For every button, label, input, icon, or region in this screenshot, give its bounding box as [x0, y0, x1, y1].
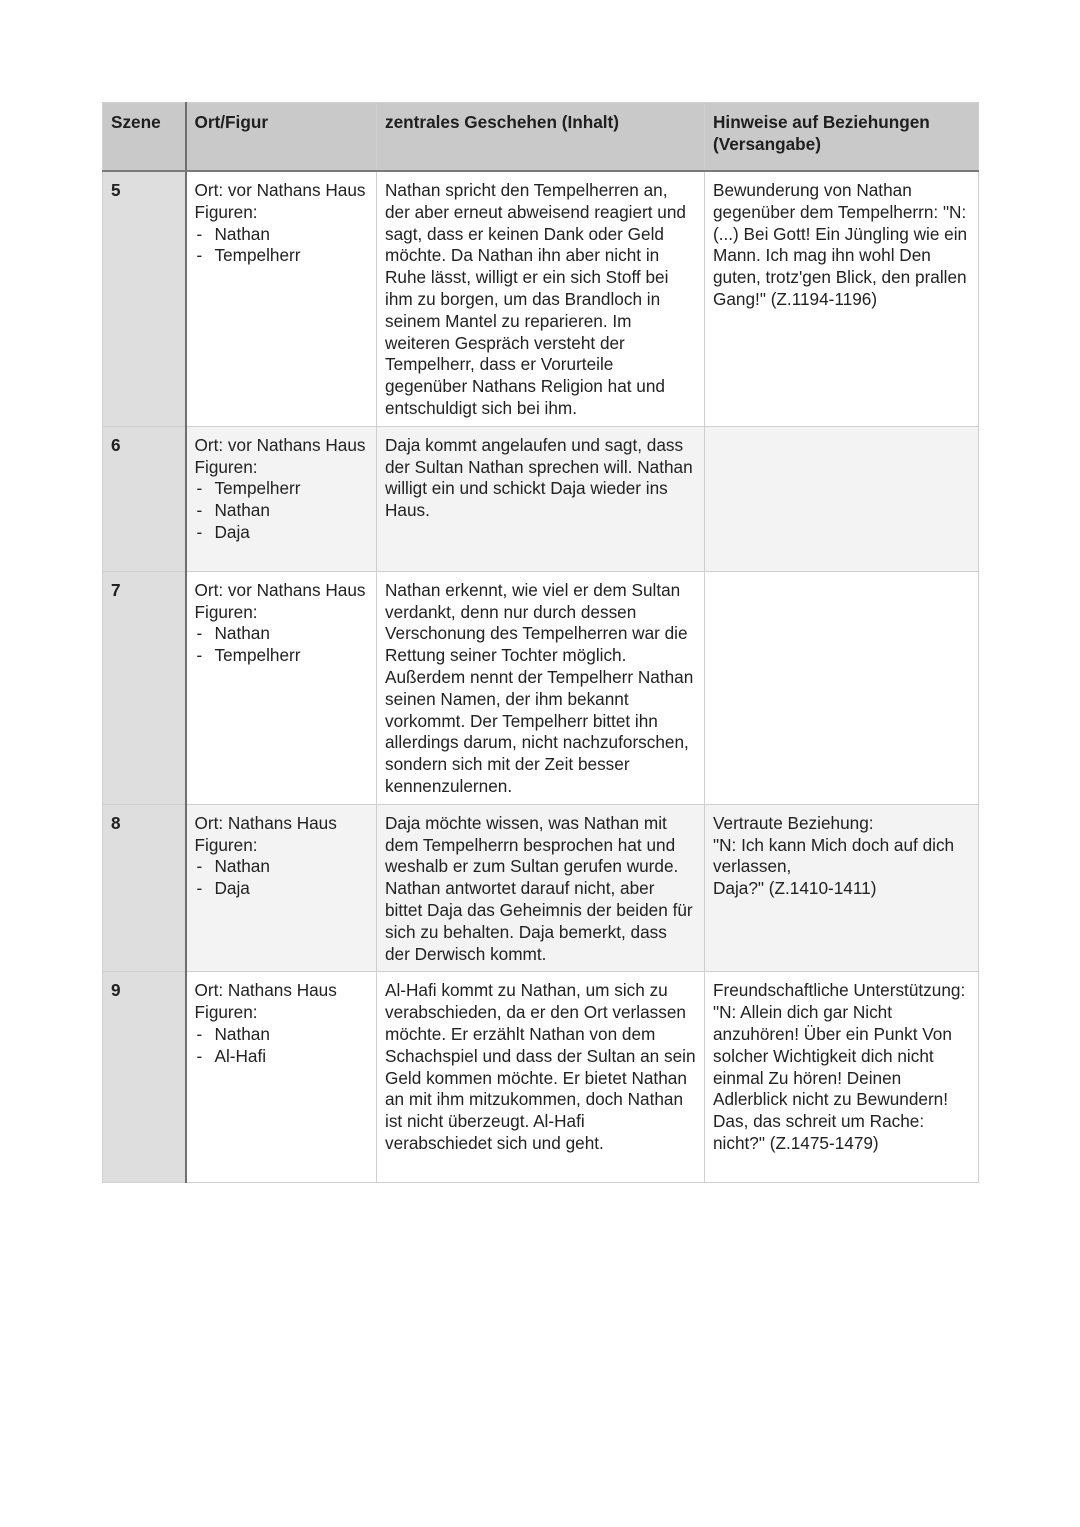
figuren-list [195, 856, 369, 900]
hinweise-line: Daja?" (Z.1410-1411) [713, 878, 877, 899]
table-row [103, 571, 979, 804]
figuren-list [195, 623, 369, 667]
geschehen-cell: Daja möchte wissen, was Nathan mit dem Tempelherrn besprochen hat und weshalb er zum Sultan gerufen wurde. Nathan antwortet darauf nicht, aber bittet Daja das Geheimnis der beiden für sich zu behalten. Daja bemerkt, dass der Derwisch kommt. [377, 804, 705, 972]
geschehen-cell: Daja kommt angelaufen und sagt, dass der Sultan Nathan sprechen will. Nathan willigt ein und schickt Daja wieder ins Haus. [377, 426, 705, 571]
ort-text: Ort: vor Nathans Haus [194, 434, 366, 455]
header-hinweise: Hinweise auf Beziehungen (Versangabe) [705, 103, 979, 172]
list-item: - Al-Hafi [195, 1046, 369, 1068]
hinweise-cell [705, 571, 979, 804]
geschehen-cell: Nathan erkennt, wie viel er dem Sultan verdankt, denn nur durch dessen Verschonung des Tempelherren war die Rettung seiner Tochter möglich. Außerdem nennt der Tempelherr Nathan seinen Namen, der ihm bekannt vorkommt. Der Tempelherr bittet ihn allerdings darum, nicht nachzuforschen, sondern sich mit der Zeit besser kennenzulernen. [377, 571, 705, 804]
ort-text: Ort: vor Nathans Haus [194, 180, 366, 200]
hinweise-line: "N: Ich kann Mich doch auf dich verlassen, [713, 834, 955, 877]
figuren-list [195, 478, 369, 543]
hinweise-cell [705, 804, 979, 972]
table-row [103, 972, 979, 1183]
figuren-label: Figuren: [194, 1002, 258, 1023]
list-item: - Tempelherr [195, 245, 369, 267]
ort-text: Ort: vor Nathans Haus [194, 579, 366, 600]
ort-figur-cell [186, 972, 377, 1183]
ort-figur-cell [186, 804, 377, 972]
header-ort-figur: Ort/Figur [186, 103, 377, 172]
hinweise-cell [705, 972, 979, 1183]
list-item: - Nathan [195, 1024, 369, 1046]
ort-figur-cell [186, 426, 377, 571]
ort-text: Ort: Nathans Haus [194, 812, 337, 833]
list-item: - Nathan [195, 224, 369, 246]
scene-number: 7 [103, 571, 186, 804]
list-item: - Nathan [195, 500, 369, 522]
scene-number: 9 [103, 972, 186, 1183]
figuren-label: Figuren: [194, 456, 258, 477]
hinweise-cell: Bewunderung von Nathan gegenüber dem Tempelherrn: "N: (...) Bei Gott! Ein Jüngling wie ein Mann. Ich mag ihn wohl Den guten, trotz'gen Blick, den prallen Gang!" (Z.1194-1196) [705, 171, 979, 426]
figuren-label: Figuren: [194, 201, 258, 222]
geschehen-cell: Al-Hafi kommt zu Nathan, um sich zu verabschieden, da er den Ort verlassen möchte. Er erzählt Nathan von dem Schachspiel und dass der Sultan an sein Geld kommen möchte. Er bietet Nathan an mit ihm mitzukommen, doch Nathan ist nicht überzeugt. Al-Hafi verabschiedet sich und geht. [377, 972, 705, 1183]
header-szene: Szene [103, 103, 186, 172]
ort-figur-cell [186, 571, 377, 804]
hinweise-line: Vertraute Beziehung: [713, 812, 874, 833]
figuren-list [195, 1024, 369, 1068]
scene-number: 8 [103, 804, 186, 972]
scene-number: 5 [103, 171, 186, 426]
header-geschehen: zentrales Geschehen (Inhalt) [377, 103, 705, 172]
table-row [103, 804, 979, 972]
ort-text: Ort: Nathans Haus [194, 980, 337, 1001]
hinweise-line: Freundschaftliche Unterstützung: [713, 980, 966, 1001]
scene-number: 6 [103, 426, 186, 571]
figuren-list [195, 224, 369, 268]
table-header-row [103, 103, 979, 172]
list-item: - Daja [195, 878, 369, 900]
scene-table [102, 102, 979, 1183]
table-row [103, 426, 979, 571]
hinweise-cell [705, 426, 979, 571]
list-item: - Daja [195, 522, 369, 544]
figuren-label: Figuren: [194, 834, 258, 855]
list-item: - Nathan [195, 856, 369, 878]
hinweise-line: "N: Allein dich gar Nicht anzuhören! Über ein Punkt Von solcher Wichtigkeit dich nicht einmal Zu hören! Deinen Adlerblick nicht zu Bewundern! Das, das schreit um Rache: nicht?" (Z.1475-1479) [713, 1002, 952, 1153]
table-row [103, 171, 979, 426]
list-item: - Tempelherr [195, 478, 369, 500]
geschehen-cell: Nathan spricht den Tempelherren an, der aber erneut abweisend reagiert und sagt, dass er keinen Dank oder Geld möchte. Da Nathan ihn aber nicht in Ruhe lässt, willigt er ein sich Stoff bei ihm zu borgen, um das Brandloch in seinem Mantel zu reparieren. Im weiteren Gespräch versteht der Tempelherr, dass er Vorurteile gegenüber Nathans Religion hat und entschuldigt sich bei ihm. [377, 171, 705, 426]
list-item: - Tempelherr [195, 645, 369, 667]
list-item: - Nathan [195, 623, 369, 645]
figuren-label: Figuren: [194, 601, 258, 622]
ort-figur-cell [186, 171, 377, 426]
